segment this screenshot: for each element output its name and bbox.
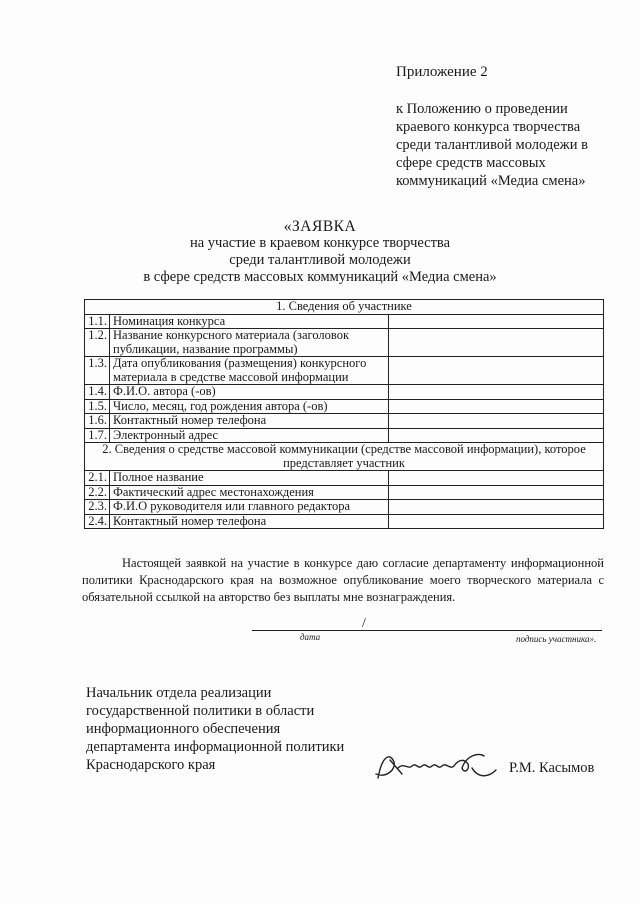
section-1-header: 1. Сведения об участнике (85, 300, 604, 315)
official-position-line: информационного обеспечения (86, 721, 281, 737)
appendix-reference (396, 100, 626, 190)
row-value-field[interactable] (389, 357, 604, 385)
date-caption: дата (300, 632, 321, 642)
row-value-field[interactable] (389, 329, 604, 357)
signature-caption: подпись участника». (516, 634, 597, 644)
table-row (85, 428, 604, 443)
row-number: 1.3. (85, 357, 110, 385)
row-value-field[interactable] (389, 385, 604, 400)
appendix-ref-line: к Положению о проведении (396, 101, 568, 117)
application-form-table (84, 299, 604, 529)
row-number: 2.1. (85, 471, 110, 486)
row-value-field[interactable] (389, 485, 604, 500)
row-number: 1.6. (85, 414, 110, 429)
table-row (85, 399, 604, 414)
table-row (85, 314, 604, 329)
appendix-ref-line: коммуникаций «Медиа смена» (396, 173, 586, 189)
row-number: 1.1. (85, 314, 110, 329)
appendix-ref-line: среди талантливой молодежи в (396, 137, 588, 153)
date-signature-separator: / (362, 616, 366, 631)
document-header (140, 218, 500, 286)
row-value-field[interactable] (389, 428, 604, 443)
document-subtitle-line: на участие в краевом конкурсе творчества (189, 235, 451, 251)
section-header-row (85, 300, 604, 315)
row-value-field[interactable] (389, 514, 604, 529)
row-label: Дата опубликования (размещения) конкурсного материала в средстве массовой информации (110, 357, 389, 385)
section-header-row (85, 443, 604, 471)
appendix-title: Приложение 2 (396, 64, 488, 80)
row-label: Номинация конкурса (110, 314, 389, 329)
row-value-field[interactable] (389, 471, 604, 486)
row-label: Полное название (110, 471, 389, 486)
appendix-ref-line: сфере средств массовых (396, 155, 546, 171)
official-position-line: Краснодарского края (86, 757, 216, 773)
row-number: 2.2. (85, 485, 110, 500)
row-label: Контактный номер телефона (110, 514, 389, 529)
consent-paragraph: Настоящей заявкой на участие в конкурсе даю согласие департаменту информационной политики Краснодарского края на возможное опубликование моего творческого материала с обязательной ссылкой на авторство без выплаты мне вознаграждения. (82, 556, 604, 604)
official-position-line: Начальник отдела реализации (86, 685, 272, 701)
official-position-line: государственной политики в области (86, 703, 315, 719)
row-label: Ф.И.О руководителя или главного редактора (110, 500, 389, 515)
table-row (85, 414, 604, 429)
row-value-field[interactable] (389, 399, 604, 414)
row-number: 2.4. (85, 514, 110, 529)
section-2-header: 2. Сведения о средстве массовой коммуникации (средстве массовой информации), которое представляет участник (85, 443, 604, 471)
table-row (85, 471, 604, 486)
table-row (85, 485, 604, 500)
row-label: Ф.И.О. автора (-ов) (110, 385, 389, 400)
row-value-field[interactable] (389, 314, 604, 329)
document-subtitle-line: среди талантливой молодежи (229, 252, 411, 268)
handwritten-signature (368, 748, 502, 788)
table-row (85, 500, 604, 515)
table-row (85, 385, 604, 400)
row-number: 1.4. (85, 385, 110, 400)
row-value-field[interactable] (389, 500, 604, 515)
official-position (86, 684, 376, 774)
table-row (85, 357, 604, 385)
row-number: 1.7. (85, 428, 110, 443)
row-value-field[interactable] (389, 414, 604, 429)
appendix-ref-line: краевого конкурса творчества (396, 119, 581, 135)
row-number: 2.3. (85, 500, 110, 515)
row-number: 1.5. (85, 399, 110, 414)
signer-name: Р.М. Касымов (509, 760, 595, 776)
row-label: Контактный номер телефона (110, 414, 389, 429)
row-number: 1.2. (85, 329, 110, 357)
row-label: Название конкурсного материала (заголовок публикации, название программы) (110, 329, 389, 357)
row-label: Число, месяц, год рождения автора (-ов) (110, 399, 389, 414)
table-row (85, 514, 604, 529)
official-position-line: департамента информационной политики (86, 739, 345, 755)
table-row (85, 329, 604, 357)
signature-line (252, 630, 602, 631)
document-subtitle-line: в сфере средств массовых коммуникаций «Медиа смена» (143, 269, 497, 285)
document-title: «ЗАЯВКА (283, 218, 357, 235)
row-label: Электронный адрес (110, 428, 389, 443)
row-label: Фактический адрес местонахождения (110, 485, 389, 500)
